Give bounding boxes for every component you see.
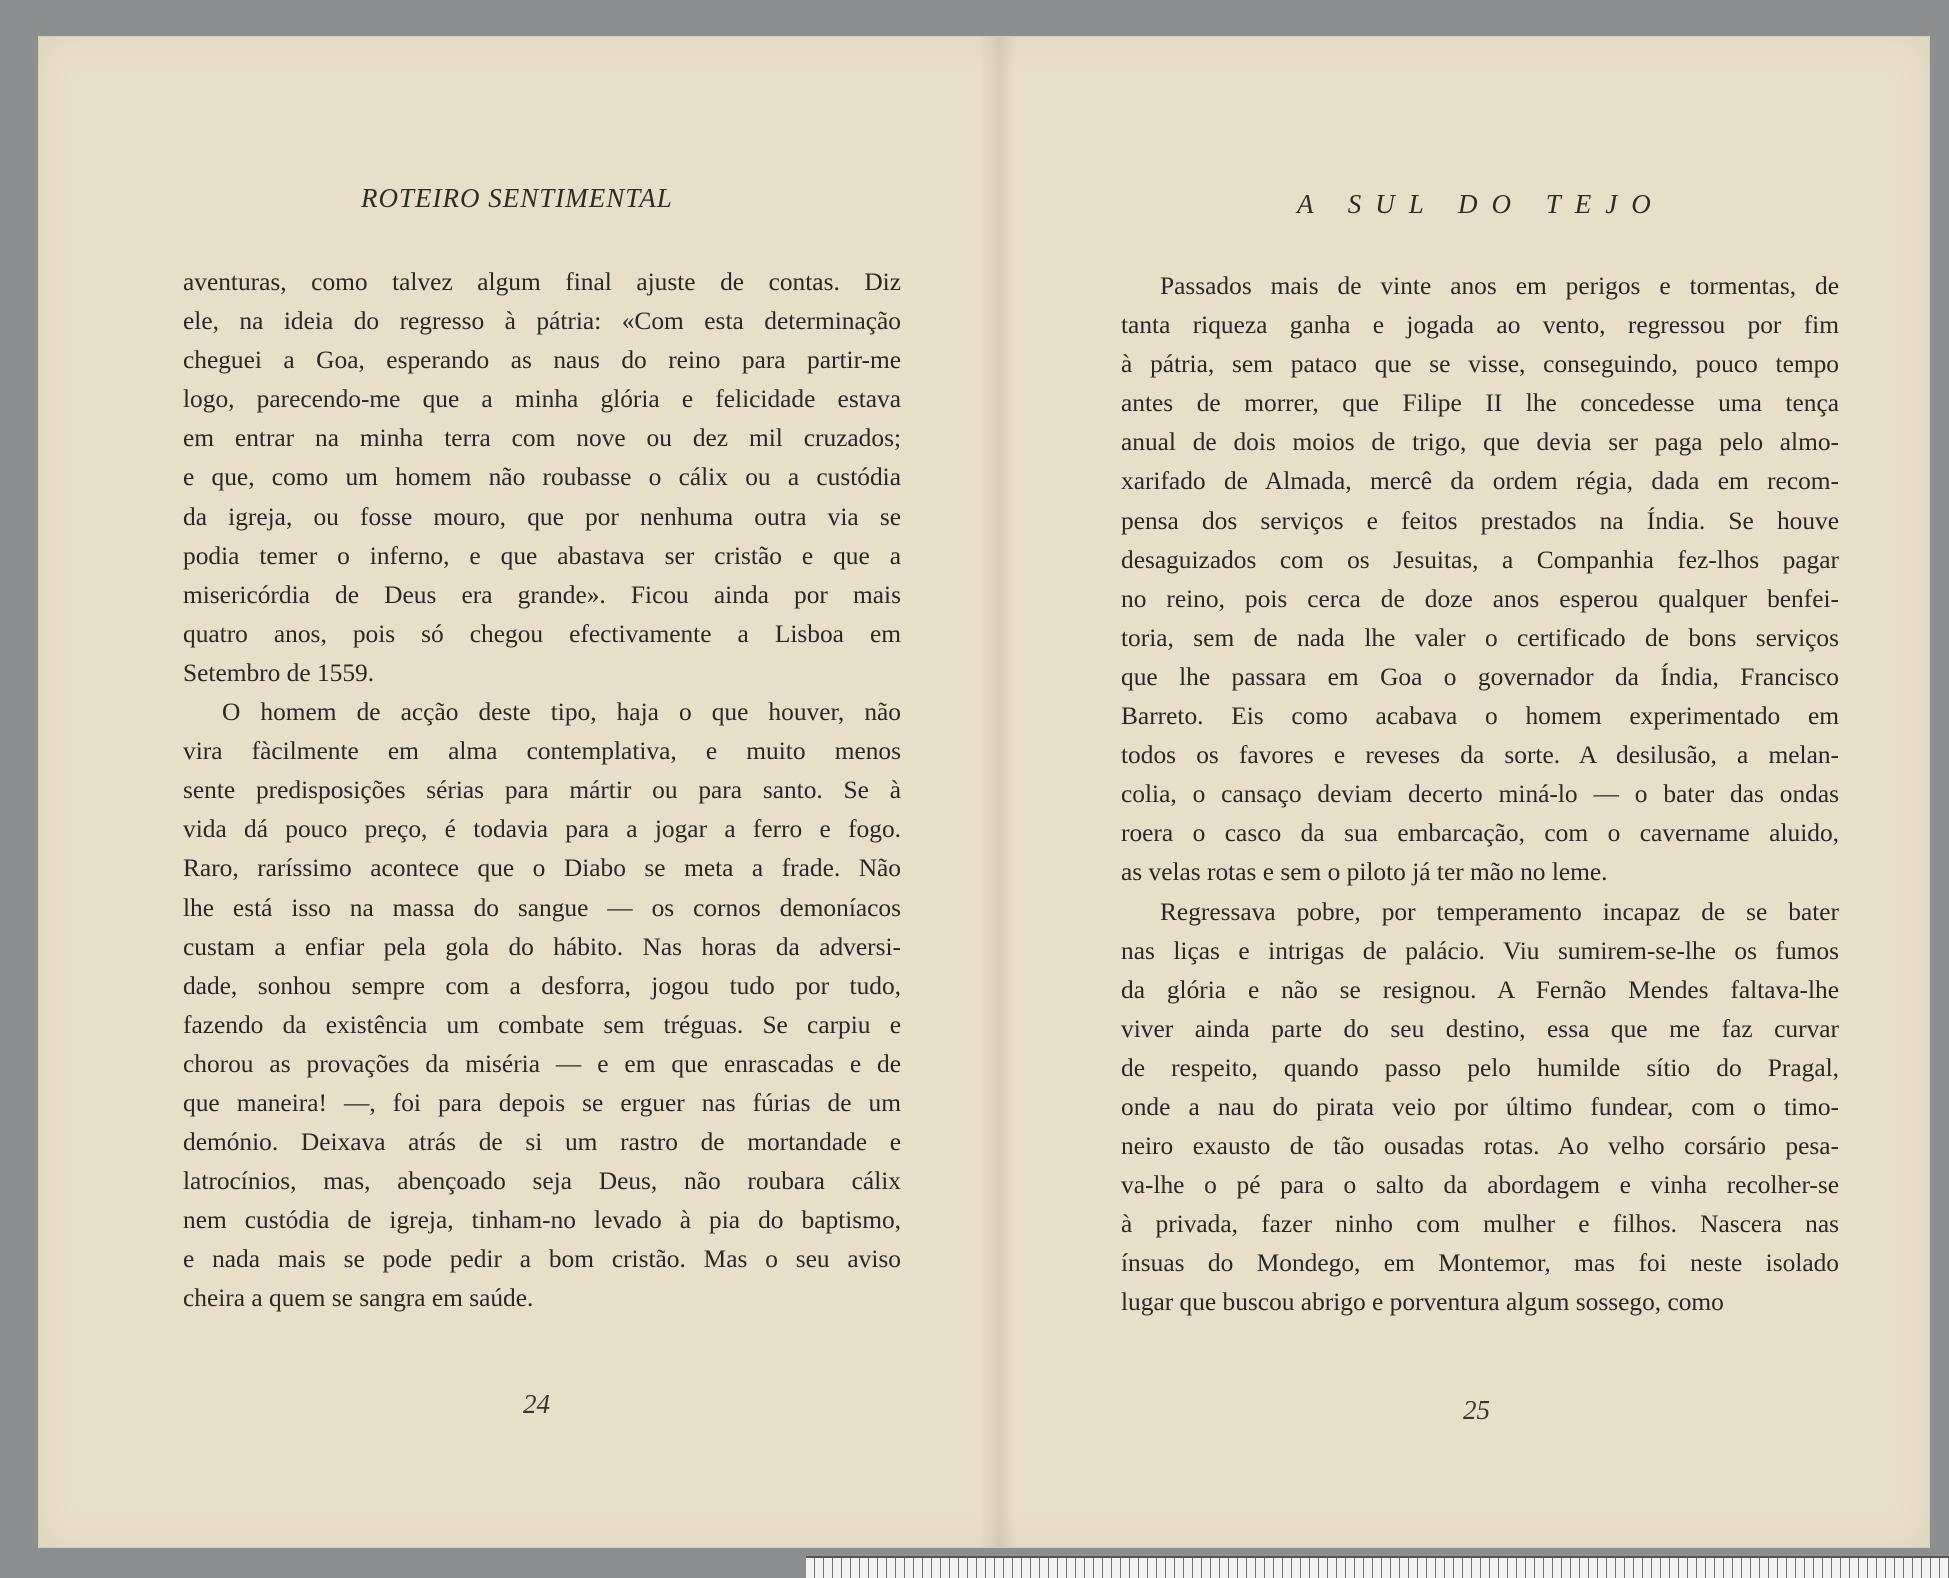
paragraph [1121, 893, 1839, 1323]
text-line: viver ainda parte do seu destino, essa que me faz curvar [1121, 1014, 1839, 1043]
page-number-right: 25 [1463, 1395, 1490, 1425]
text-line: dade, sonhou sempre com a desforra, jogou tudo por tudo, [183, 971, 901, 1000]
text-line: roera o casco da sua embarcação, com o cavername aluido, [1121, 819, 1839, 848]
text-line: desaguizados com os Jesuitas, a Companhia fez-lhos pagar [1121, 545, 1839, 574]
text-line: fazendo da existência um combate sem tréguas. Se carpiu e [183, 1010, 901, 1039]
text-line: cheira a quem se sangra em saúde. [183, 1284, 534, 1313]
paragraph [183, 263, 901, 693]
text-line: que lhe passara em Goa o governador da Índia, Francisco [1121, 662, 1839, 691]
text-line: chorou as provações da miséria — e em que enrascadas e de [183, 1049, 901, 1078]
text-line: O homem de acção deste tipo, haja o que houver, não [222, 698, 901, 727]
text-line: e que, como um homem não roubasse o cálix ou a custódia [183, 463, 901, 492]
text-line: Passados mais de vinte anos em perigos e tormentas, de [1160, 272, 1839, 300]
text-line: vira fàcilmente em alma contemplativa, e muito menos [183, 737, 901, 766]
text-line: tanta riqueza ganha e jogada ao vento, regressou por fim [1121, 311, 1839, 340]
scale-ruler [806, 1556, 1949, 1578]
text-line: quatro anos, pois só chegou efectivamente a Lisboa em [183, 619, 901, 648]
right-page-text [1121, 267, 1839, 1323]
text-line: lugar que buscou abrigo e porventura algum sossego, como [1121, 1288, 1724, 1317]
left-page-text [183, 263, 901, 1319]
text-line: Setembro de 1559. [183, 658, 375, 687]
text-line: nas liças e intrigas de palácio. Viu sumirem-se-lhe os fumos [1121, 936, 1839, 965]
text-line: sente predisposições sérias para mártir ou para santo. Se à [183, 776, 901, 805]
text-line: Regressava pobre, por temperamento incapaz de se bater [1160, 897, 1839, 926]
text-line: nem custódia de igreja, tinham-no levado à pia do baptismo, [183, 1206, 901, 1235]
paragraph [183, 693, 901, 1319]
text-line: Barreto. Eis como acabava o homem experimentado em [1121, 702, 1839, 731]
text-line: as velas rotas e sem o piloto já ter mão no leme. [1121, 858, 1608, 887]
text-line: cheguei a Goa, esperando as naus do reino para partir-me [183, 346, 901, 375]
running-head-right: A SUL DO TEJO [1297, 189, 1665, 219]
text-line: logo, parecendo-me que a minha glória e felicidade estava [183, 385, 901, 414]
text-line: xarifado de Almada, mercê da ordem régia, dada em recom- [1121, 467, 1839, 496]
text-line: à privada, fazer ninho com mulher e filhos. Nascera nas [1121, 1210, 1839, 1239]
page-number-left: 24 [523, 1389, 550, 1419]
text-line: Raro, raríssimo acontece que o Diabo se meta a frade. Não [183, 854, 901, 883]
text-line: e nada mais se pode pedir a bom cristão. Mas o seu aviso [183, 1245, 901, 1274]
text-line: misericórdia de Deus era grande». Ficou ainda por mais [183, 580, 901, 609]
text-line: podia temer o inferno, e que abastava ser cristão e que a [183, 541, 901, 570]
running-head-left: ROTEIRO SENTIMENTAL [361, 183, 673, 213]
text-line: da glória e não se resignou. A Fernão Mendes faltava-lhe [1121, 975, 1839, 1004]
text-line: que maneira! —, foi para depois se erguer nas fúrias de um [183, 1088, 901, 1117]
text-line: em entrar na minha terra com nove ou dez mil cruzados; [183, 424, 901, 453]
text-line: ínsuas do Mondego, em Montemor, mas foi neste isolado [1121, 1249, 1839, 1278]
text-line: neiro exausto de tão ousadas rotas. Ao velho corsário pesa- [1121, 1132, 1839, 1161]
text-line: no reino, pois cerca de doze anos esperou qualquer benfei- [1121, 584, 1839, 613]
text-line: todos os favores e reveses da sorte. A desilusão, a melan- [1121, 741, 1839, 770]
text-line: pensa dos serviços e feitos prestados na Índia. Se houve [1121, 506, 1839, 535]
open-book [38, 36, 1930, 1548]
text-line: toria, sem de nada lhe valer o certificado de bons serviços [1121, 623, 1839, 652]
text-line: custam a enfiar pela gola do hábito. Nas horas da adversi- [183, 932, 901, 961]
text-line: vida dá pouco preço, é todavia para a jogar a ferro e fogo. [183, 815, 901, 844]
text-line: de respeito, quando passo pelo humilde sítio do Pragal, [1121, 1053, 1839, 1082]
text-line: latrocínios, mas, abençoado seja Deus, não roubara cálix [183, 1167, 901, 1196]
left-page [39, 37, 997, 1547]
text-line: onde a nau do pirata veio por último fundear, com o timo- [1121, 1092, 1839, 1121]
text-line: anual de dois moios de trigo, que devia ser paga pelo almo- [1121, 428, 1839, 457]
paragraph [1121, 267, 1839, 893]
text-line: demónio. Deixava atrás de si um rastro de mortandade e [183, 1128, 901, 1157]
text-line: da igreja, ou fosse mouro, que por nenhuma outra via se [183, 502, 901, 531]
text-line: antes de morrer, que Filipe II lhe concedesse uma tença [1121, 389, 1839, 418]
right-page [997, 37, 1929, 1547]
text-line: lhe está isso na massa do sangue — os cornos demoníacos [183, 893, 901, 922]
text-line: à pátria, sem pataco que se visse, conseguindo, pouco tempo [1121, 350, 1839, 379]
text-line: va-lhe o pé para o salto da abordagem e vinha recolher-se [1121, 1171, 1839, 1200]
text-line: colia, o cansaço deviam decerto miná-lo — o bater das ondas [1121, 780, 1839, 809]
text-line: aventuras, como talvez algum final ajuste de contas. Diz [183, 268, 901, 296]
text-line: ele, na ideia do regresso à pátria: «Com esta determinação [183, 307, 901, 336]
